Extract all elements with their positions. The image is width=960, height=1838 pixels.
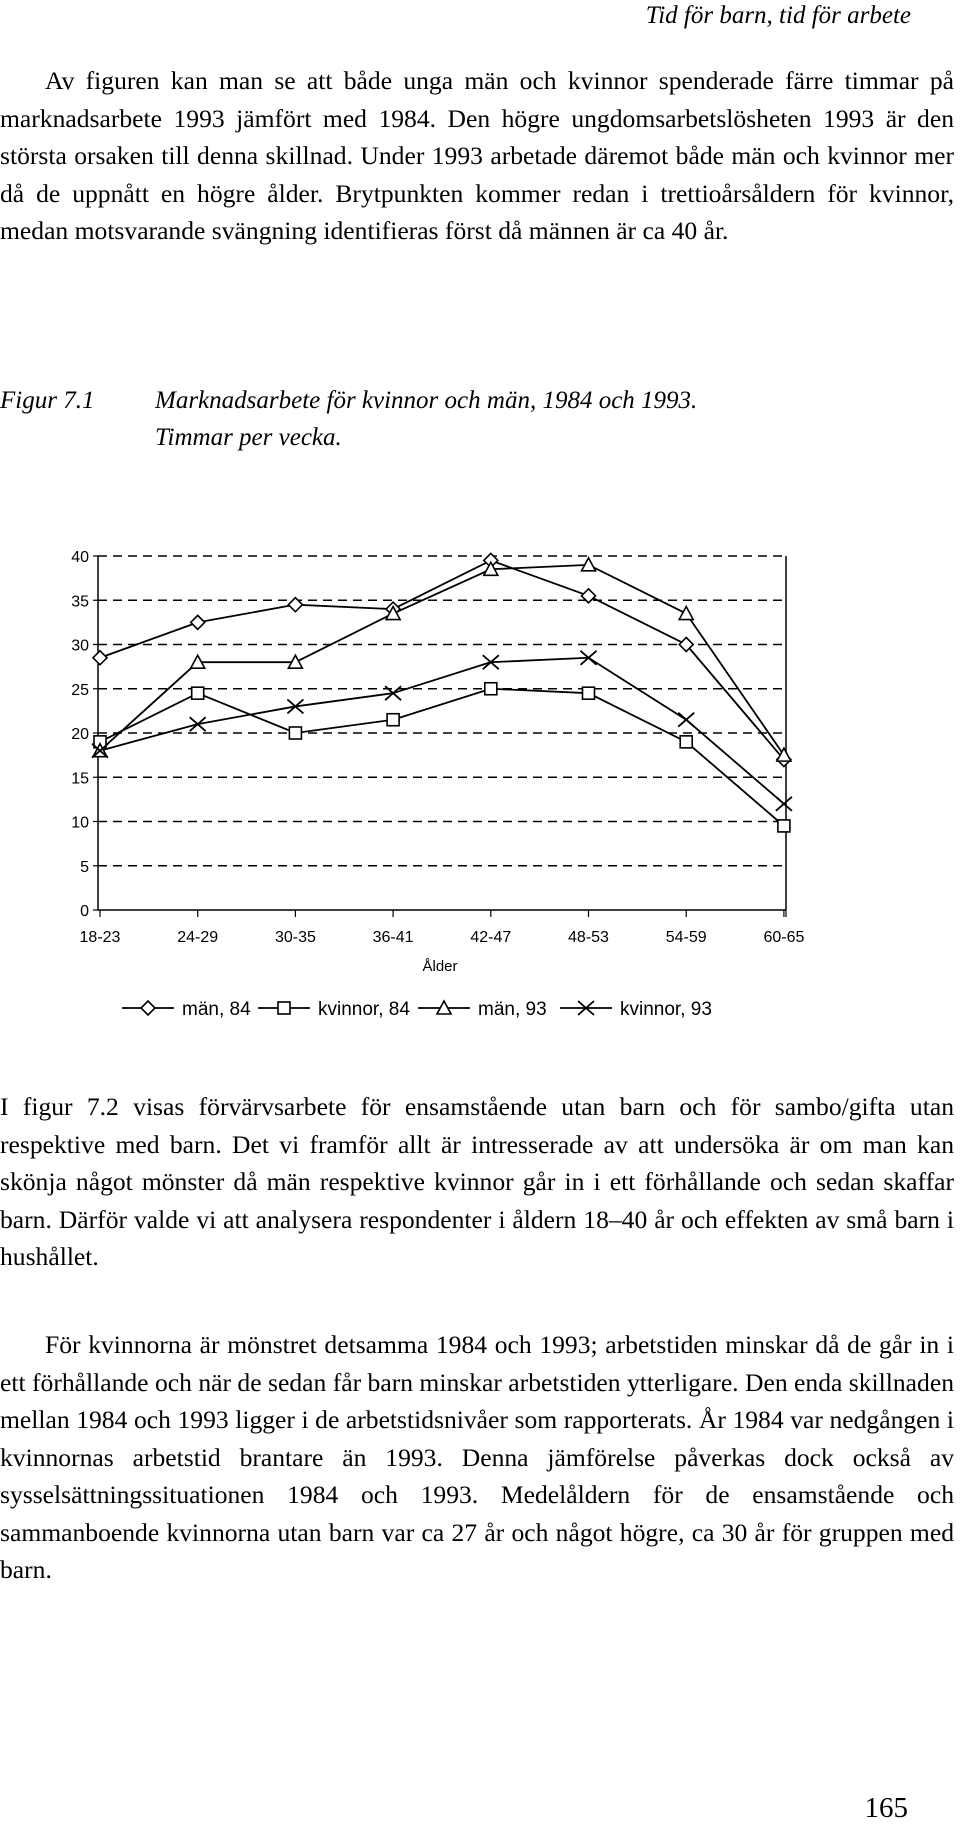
x-tick-label: 36-41 bbox=[372, 929, 414, 946]
y-tick-label: 10 bbox=[71, 814, 89, 832]
y-tick-label: 35 bbox=[71, 593, 89, 611]
legend-label: män, 84 bbox=[182, 999, 251, 1020]
figure-number: Figur 7.1 bbox=[0, 387, 95, 414]
x-tick-label: 54-59 bbox=[665, 929, 707, 946]
page-number: 165 bbox=[864, 1792, 908, 1824]
legend-label: kvinnor, 93 bbox=[620, 999, 712, 1020]
paragraph-1: Av figuren kan man se att både unga män och kvinnor spenderade färre timmar på marknadsarbete 1993 jämfört med 1984. Den högre ungdomsarbetslösheten 1993 är den största orsaken till denna skillnad. Under 1993 arbetade däremot både män och kvinnor mer då de uppnått en högre ålder. Brytpunkten kommer redan i trettioårsåldern för kvinnor, medan motsvarande svängning identifieras först då männen är ca 40 år. bbox=[0, 66, 954, 245]
data-point-square bbox=[680, 736, 692, 748]
data-point-square bbox=[192, 687, 204, 699]
x-axis-label: Ålder bbox=[422, 958, 458, 975]
data-point-square bbox=[485, 683, 497, 695]
data-point-x bbox=[190, 717, 206, 731]
y-tick-label: 5 bbox=[80, 858, 89, 876]
legend-marker-square bbox=[278, 1002, 290, 1014]
y-tick-label: 15 bbox=[71, 770, 89, 788]
data-point-square bbox=[387, 714, 399, 726]
y-tick-label: 30 bbox=[71, 637, 89, 655]
legend-marker-diamond bbox=[141, 1001, 155, 1015]
paragraph-3: För kvinnorna är mönstret detsamma 1984 och 1993; arbetstiden minskar då de går in i ett förhållande och när de sedan får barn minskar arbetstiden ytterligare. Den enda skillnaden mellan 1984 och 1993 ligger i de arbetstidsnivåer som rapporterats. År 1984 var nedgången i kvinnornas arbetstid brantare än 1993. Denna jämförelse påverkas dock också av sysselsättningssituationen 1984 och 1993. Medelåldern för de ensamstående och sammanboende kvinnorna utan barn var ca 27 år och något högre, ca 30 år för gruppen med barn. bbox=[0, 1330, 954, 1584]
data-point-triangle bbox=[679, 607, 693, 620]
figure-title bbox=[155, 382, 855, 456]
x-tick-label: 42-47 bbox=[470, 929, 512, 946]
x-tick-label: 24-29 bbox=[177, 929, 219, 946]
legend-label: kvinnor, 84 bbox=[318, 999, 410, 1020]
x-tick-label: 60-65 bbox=[763, 929, 805, 946]
series-line-2 bbox=[100, 565, 784, 755]
y-tick-label: 40 bbox=[71, 549, 89, 566]
paragraph-2: I figur 7.2 visas förvärvsarbete för ensamstående utan barn och för sambo/gifta utan respektive med barn. Det vi framför allt är intresserade av att undersöka är om man kan skönja något mönster då män respektive kvinnor går in i ett förhållande och sedan skaffar barn. Därför valde vi att analysera respondenter i åldern 18–40 år och effekten av små barn i hushållet. bbox=[0, 1092, 954, 1271]
data-point-diamond bbox=[93, 651, 107, 665]
y-tick-label: 0 bbox=[80, 903, 89, 920]
data-point-x bbox=[678, 713, 694, 727]
figure-title-line-2: Timmar per vecka. bbox=[155, 424, 342, 451]
data-point-square bbox=[778, 820, 790, 832]
series-line-0 bbox=[100, 560, 784, 759]
x-tick-label: 18-23 bbox=[79, 929, 121, 946]
x-tick-label: 30-35 bbox=[274, 929, 316, 946]
running-head: Tid för barn, tid för arbete bbox=[645, 2, 911, 29]
data-point-square bbox=[289, 727, 301, 739]
data-point-square bbox=[583, 687, 595, 699]
data-point-x bbox=[776, 797, 792, 811]
y-tick-label: 25 bbox=[71, 681, 89, 699]
y-tick-label: 20 bbox=[71, 726, 89, 743]
line-chart bbox=[0, 530, 960, 1030]
x-tick-label: 48-53 bbox=[568, 929, 609, 946]
data-point-diamond bbox=[191, 615, 205, 629]
series-line-3 bbox=[100, 658, 784, 804]
series-line-1 bbox=[100, 689, 784, 826]
legend-label: män, 93 bbox=[478, 999, 547, 1020]
figure-title-line-1: Marknadsarbete för kvinnor och män, 1984 och 1993. bbox=[155, 387, 698, 414]
